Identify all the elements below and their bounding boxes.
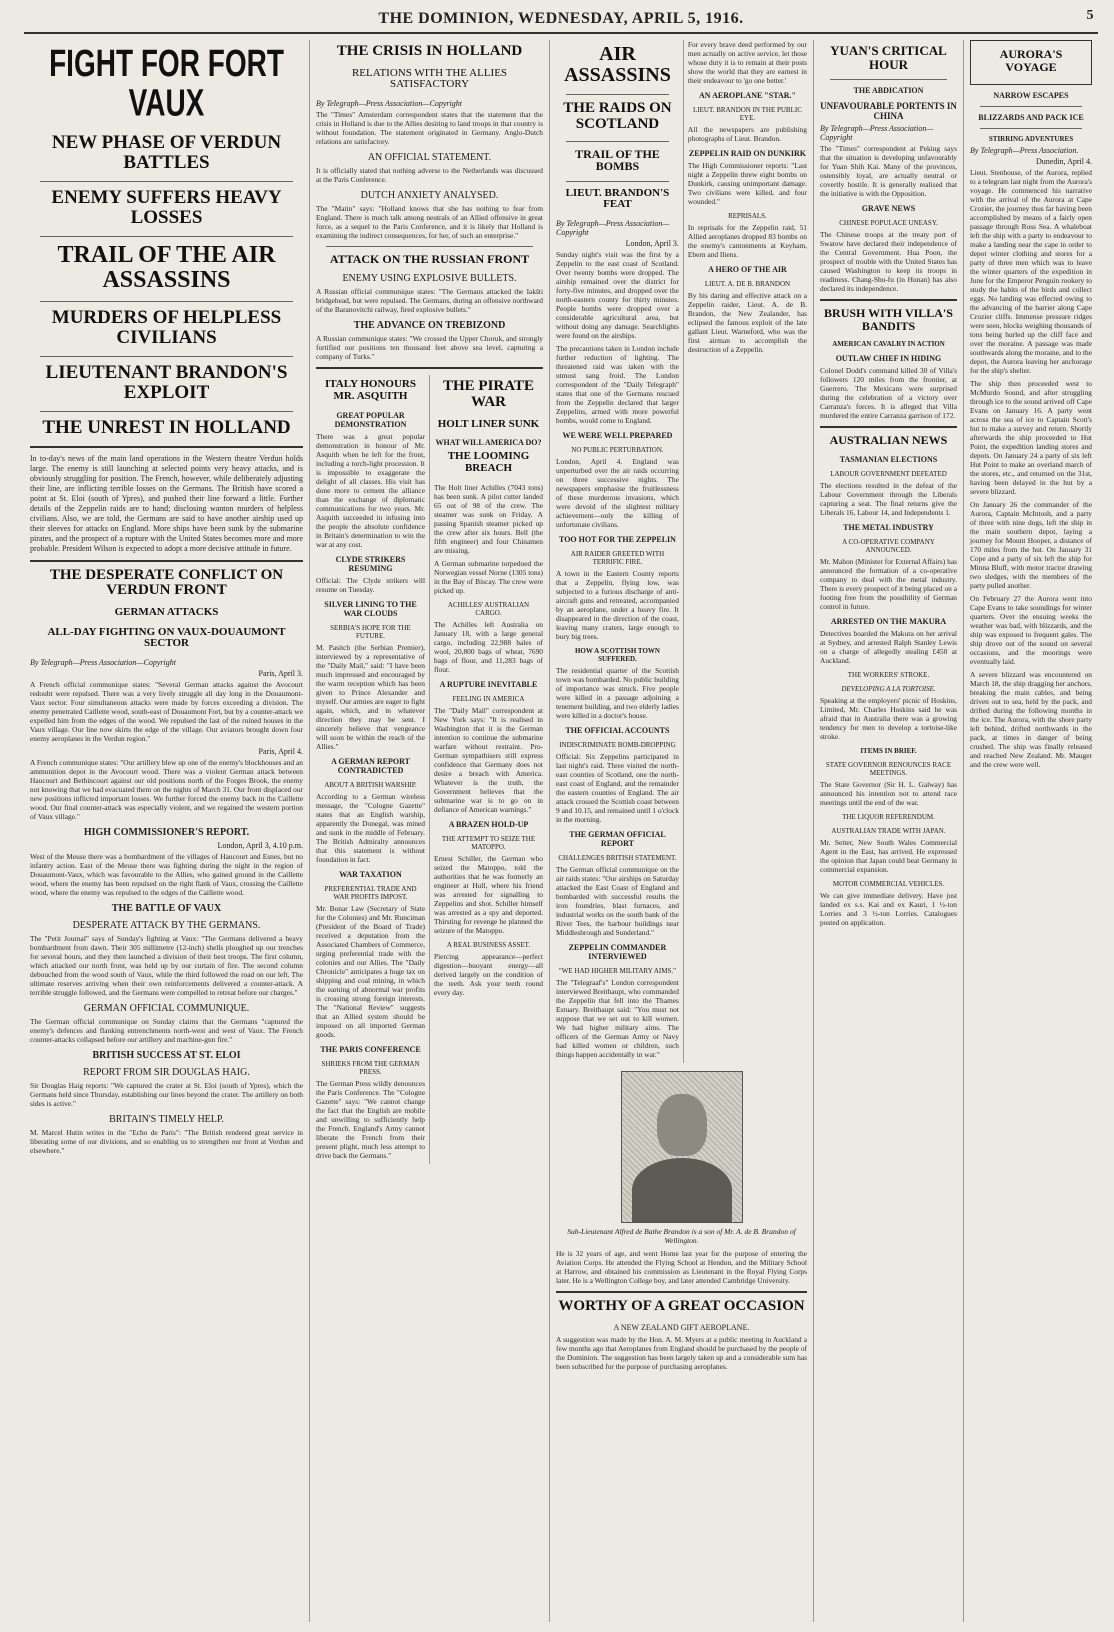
byline: By Telegraph—Press Association—Copyright: [820, 124, 934, 143]
subheading: DEVELOPING A LA TORTOISE.: [841, 685, 936, 694]
article-paragraph: A severe blizzard was encountered on March 18, the ship dragging her anchors, breaking the main cables, and being driven out to sea, held by the pack, and drifted during the following months in the ice. The Aurora, with the shore party left behind, drifted northwards in the pack, at times in danger of being crushed. The ship was finally released and reached New Zealand. Mr. Mauger and the crew were well.: [970, 670, 1092, 770]
subheading: AN OFFICIAL STATEMENT.: [367, 151, 492, 163]
column-verdun: [24, 40, 310, 1622]
headline-russian-front: ATTACK ON THE RUSSIAN FRONT: [329, 251, 530, 266]
dateline: Paris, April 3.: [258, 668, 303, 678]
article-paragraph: The High Commissioner reports: "Last night a Zeppelin threw eight bombs on Dunkirk, causing unimportant damage. Two civilians were killed, and four wounded.": [687, 161, 807, 206]
article-paragraph: Speaking at the employers' picnic of Hoskins, Limited, Mr. Charles Hoskins said he was afraid that in Australia there was a growing tendency for men to develop a tortoise-like stroke.: [820, 696, 957, 742]
subheading: THE WORKERS' STROKE.: [847, 671, 930, 680]
subheading: SILVER LINING TO THE WAR CLOUDS: [324, 599, 417, 618]
portrait-head: [657, 1094, 707, 1156]
article-paragraph: According to a German wireless message, the "Cologne Gazette" states that an English warship, apparently the Donegal, was mined and sunk in the middle of February. The British Admiralty announces that this statement is without foundation in fact.: [316, 791, 425, 864]
article-paragraph: The Holt liner Achilles (7043 tons) has been sunk. A pilot cutter landed 65 out of 98 of the crew. The steamer was sunk on Friday. A passing Spanish steamer picked up the crew after six hours. Bell (the fifth engineer) and four Chinamen are missing.: [434, 482, 543, 555]
pirate-war-column: [430, 375, 543, 1163]
article-paragraph: A French official communique states: "Several German attacks against the Avocourt redoubt were repulsed. There was a very lively struggle all day long in the Douaumont-Vaux sector. Four simultaneous attacks were made by forces exceeding a division. The enemy penetrated Caillette wood, south-east of Douaumont Fort, but by a counter-attack we expelled him from the edges of the wood. We repulsed the last of the ruined houses in the Vaux village. Our line now skirts the edge of the village. Our aviators brought down four enemy aeroplanes in the Verdun region.": [30, 679, 303, 743]
article-paragraph: The State Governor (Sir H. L. Galway) has announced his intention not to attend race meetings until the end of the war.: [820, 780, 957, 808]
article-paragraph: He is 32 years of age, and went Home last year for the purpose of entering the Aviation Corps. He attended the Flying School at Hendon, and the Military School at Harrow, and obtained his commission as Lieutenant in the Royal Flying Corps later. He is a Wellington College boy, and later attended Cambridge University.: [556, 1248, 807, 1285]
portrait-photo: [621, 1071, 743, 1223]
article-paragraph: Official: Six Zeppelins participated in last night's raid. Three visited the north-east counties of Scotland, one the north-east coast of England, and the remainder the eastern counties of England. The air attack crossed the Scottish coast between 9 and 10.15, and remained until 1 o'clock in the morning.: [556, 751, 679, 824]
article-paragraph: M. Marcel Hutin writes in the "Echo de Paris": "The British rendered great service in liberating some of our divisions, and so enabling us to strengthen our front at Verdun and elsewhere.": [30, 1127, 303, 1155]
subheading: CLYDE STRIKERS RESUMING: [335, 554, 406, 573]
subheading: FEELING IN AMERICA: [452, 694, 525, 703]
subheading: NARROW ESCAPES: [993, 91, 1069, 101]
headline-enemy-losses: ENEMY SUFFERS HEAVY LOSSES: [51, 186, 282, 228]
subheading: STATE GOVERNOR RENOUNCES RACE MEETINGS.: [825, 761, 952, 778]
column-holland: [310, 40, 550, 1622]
byline: By Telegraph—Press Association—Copyright: [316, 98, 462, 108]
photo-caption: Sub-Lieutenant Alfred de Bathe Brandon is a son of Mr. A. de B. Brandon of Wellington.: [567, 1226, 796, 1245]
subheading: WAR TAXATION: [339, 869, 402, 879]
subheading: AMERICAN CAVALRY IN ACTION: [832, 340, 945, 349]
byline: By Telegraph—Press Association.: [970, 146, 1079, 156]
dateline: London, April 3.: [625, 238, 679, 248]
subheading: AUSTRALIAN TRADE WITH JAPAN.: [831, 827, 946, 836]
subheading: LIEUT. BRANDON IN THE PUBLIC EYE.: [693, 106, 802, 122]
article-paragraph: Lieut. Stenhouse, of the Aurora, replied to a telegram last night from the Aurora's voyage. He commenced his narrative with the arrival of the Aurora at Cape Crozier, the journey thus far having been accomplished by means of a fairly open passage through Ross Sea. A whaleboat left the ship with a party to endeavour to make a landing near the cape in order to depot winter clothing and stores for a party of three men which was to leave the winter quarters of the expedition in June for the Emperor Penguin rookery to study the habits of the birds and collect eggs. No landing was effected owing to the advancing of the barrier along Cape Crozier cliffs. Immense pressure ridges were seen, blocks weighing thousands of tons being hurled up the cliff face and over the moraine. A passage was made southwards along the moraine, and to the depot, the Aurora leaving her anchorage for the ship's shelter.: [970, 168, 1092, 376]
masthead-title: THE DOMINION, WEDNESDAY, APRIL 5, 1916.: [378, 10, 744, 27]
headline-trail-bombs: TRAIL OF THE BOMBS: [575, 146, 660, 174]
article-paragraph: The "Times" correspondent at Peking says that the situation is developing unfavourably for Yuan Shih Kai. Many of the provinces, ostensibly loyal, are actually neutral or covertly hostile. It is generally realised that the initiative is with the Opposition.: [820, 144, 957, 199]
article-paragraph: A suggestion was made by the Hon. A. M. Myers at a public meeting in Auckland a few months ago that Aeroplanes from England should be purchased by the people of the Dominion. The suggestion has been largely taken up and a considerable sum has been subscribed for the purpose of purchasing aeroplanes.: [556, 1334, 807, 1371]
headline-looming-breach: THE LOOMING BREACH: [447, 450, 530, 475]
article-paragraph: A town in the Eastern County reports that a Zeppelin, flying low, was subjected to a furious discharge of anti-aircraft guns and retreated, accompanied by an aeroplane, under a heavy fire. It disappeared in the direction of the coast, leaving many craters, large enough to bury big trees.: [556, 568, 679, 641]
article-paragraph: The Achilles left Australia on January 18, with a large general cargo, including 22,988 bales of wool, 20,800 bags of wheat, 7690 bags of flour, and 11,283 bags of flour.: [434, 619, 543, 674]
subheading: CHINESE POPULACE UNEASY.: [839, 219, 938, 228]
subheading: TASMANIAN ELECTIONS: [839, 455, 938, 465]
subheading: THE ABDICATION: [853, 86, 924, 96]
article-paragraph: A Russian official communique states: "The Germans attacked the Iakšti bridgehead, but were repulsed. The Germans, during an offensive northward of the Baranovitchi railway, fired explosive bullets.": [316, 287, 543, 315]
article-paragraph: Detectives boarded the Makura on her arrival at Sydney, and arrested Ralph Stanley Lewis on a charge of allegedly stealing £450 at Auckland.: [820, 629, 957, 666]
article-paragraph: The Chinese troops at the treaty port of Swatow have declared their independence of the Central Government. Hua Poon, the prospect of trouble with the United States has caused Washington to keep its troops in readiness. Chang-Shu-fu (in Hunan) has also declared its independence.: [820, 230, 957, 294]
byline: By Telegraph—Press Association—Copyright: [30, 657, 176, 667]
article-paragraph: The "Petit Journal" says of Sunday's fighting at Vaux: "The Germans delivered a heavy bombardment from dawn. Their 305 millimetre (12-inch) shells ploughed up our trenches for several hours, and they then launched a division of their best troops. The first column, which attacked our north front, was held up by our curtain of fire. The second column debouched from the wood south of Vaux, while the third followed the road on our left. The ultimate reserves arriving when their own reinforcements delivered a counter-attack. A terrible struggle followed, and the Germans were compelled to retreat before our charges.": [30, 933, 303, 997]
aurora-headline-box: [970, 40, 1092, 85]
headline-german-attacks: GERMAN ATTACKS: [114, 606, 219, 619]
headline-crisis-holland: THE CRISIS IN HOLLAND: [336, 43, 523, 59]
italy-column: [316, 375, 430, 1163]
article-paragraph: By his daring and effective attack on a Zeppelin raider, Lieut. A. de B. Brandon, the New Zealander, has eclipsed the famous exploit of the late gallant Lieut. Warneford, who was the first airman to accomplish the destruction of a Zeppelin.: [687, 291, 807, 354]
headline-brandon-feat: LIEUT. BRANDON'S FEAT: [565, 186, 670, 211]
article-paragraph: The "Telegraaf's" London correspondent interviewed Breithaupt, who commanded the Zeppelin that fell into the Thames Estuary. Breithaupt said: "You must not suppose that we set out to kill women. We had higher military aims. The officers of the German Army or Navy had killed women or children, such things happen accidentally in war.": [556, 977, 679, 1059]
article-paragraph: The residential quarter of the Scottish town was bombarded. No public building of importance was struck. Five people were killed in a passage adjoining a tenement building, and two elderly ladies were killed in a doctor's house.: [556, 665, 679, 720]
article-paragraph: Mr. Setter, New South Wales Commercial Agent in the East, has arrived. He expressed the opinion that Japan could beat Germany in commercial expansion.: [820, 838, 957, 875]
subheading: STIRRING ADVENTURES: [988, 135, 1074, 144]
column-air-assassins: [550, 40, 814, 1622]
subheading: NO PUBLIC PERTURBATION.: [571, 445, 664, 454]
subheading: MOTOR COMMERCIAL VEHICLES.: [832, 880, 945, 889]
article-paragraph: Piercing appearance—perfect digestion—buoyant energy—all derived largely on the condition of the teeth. Ask your teeth round every day.: [434, 951, 543, 997]
headline-air-assassins: AIR ASSASSINS: [564, 43, 671, 86]
subheading: INDISCRIMINATE BOMB-DROPPING: [559, 740, 676, 749]
headline-worthy-occasion: WORTHY OF A GREAT OCCASION: [558, 1297, 805, 1314]
subheading: A GERMAN REPORT CONTRADICTED: [331, 756, 410, 775]
portrait-shoulders: [632, 1158, 732, 1222]
article-paragraph: A French communique states: "Our artillery blew up one of the enemy's blockhouses and an ammunition depot in the Avocourt wood. There was a violent German attack between Haucourt and Bethincourt against our old positions north of the Forges Brook, the enemy not knowing that we had evacuated them on the nights of March 31. Our front displaced our new positions inflicted important losses. We further forced the enemy back in the Caillette wood. Our final counter-attack was especially violent, and we regained the western portion of Vaux village.": [30, 757, 303, 821]
subheading: BRITISH SUCCESS AT ST. ELOI: [92, 1049, 241, 1061]
headline-all-day-fighting: ALL-DAY FIGHTING ON VAUX-DOUAUMONT SECTOR: [47, 625, 286, 650]
article-paragraph: M. Pasitch (the Serbian Premier), interviewed by a representative of the "Daily Mail," said: "I have been much impressed and encouraged by the warm reception which has been given to Prince Alexander and myself. Our armies are eager to fight again, which, and in whatever direction they may be sent. I sincerely believe that vengeance will soon be within the reach of the Allies.": [316, 642, 425, 751]
subheading: A BRAZEN HOLD-UP: [448, 819, 529, 829]
headline-unrest-holland: THE UNREST IN HOLLAND: [42, 416, 291, 438]
dateline: Paris, April 4.: [258, 746, 303, 756]
article-paragraph: There was a great popular demonstration in honour of Mr. Asquith when he left for the front, including a torch-light procession. It is impossible to exaggerate the delight of all classes. His visit has done more to cement the alliance than the exchange of diplomatic communications for two years. Mr. Asquith succeeded in infusing into the people the absolute confidence in Britain's determination to win the war at any cost.: [316, 431, 425, 549]
headline-brandon-exploit: LIEUTENANT BRANDON'S EXPLOIT: [45, 361, 288, 403]
subheading: THE OFFICIAL ACCOUNTS: [565, 725, 670, 735]
intro-paragraph: In to-day's news of the main land operations in the Western theatre Verdun holds large. The enemy is still launching at selected points very heavy attacks, and is obviously struggling for position. The French, however, while deliberately adjusting their line, are inflicting terrible losses on the Germans. The British have scored a point at St. Eloi (south of Ypres), and pushed their line forward a little. Further details of the Zeppelin raids are to hand; disclosing wanton murders of helpless civilians. Also, we are told, the Germans are said to have another airship used up their sleeves for attacks on England. More ships have been sunk by the submarine pirates, and the prospect of a rupture with the United States becomes more and more probable. President Wilson is expected to adopt a more decisive attitude in future.: [30, 453, 303, 553]
dateline: London, April 3, 4.10 p.m.: [217, 840, 303, 850]
subheading: THE PARIS CONFERENCE: [320, 1044, 421, 1054]
air-left-column: [556, 40, 684, 1063]
subheading: THE LIQUOR REFERENDUM.: [842, 813, 935, 822]
subheading: GREAT POPULAR DEMONSTRATION: [334, 410, 407, 429]
article-paragraph: On January 26 the commander of the Aurora, Captain McIntosh, and a party of three with nine dogs, left the ship in the main southern depot, laying a journey for Mount Hooper, a distance of 170 miles from the hut. On January 31 Cope and a party of six left the ship for Minna Bluff, with motor tractor drawing two sledges, with the members of the party pulled another.: [970, 500, 1092, 591]
byline: By Telegraph—Press Association—Copyright: [556, 218, 670, 237]
article-paragraph: All the newspapers are publishing photographs of Lieut. Brandon.: [687, 125, 807, 143]
article-paragraph: The precautions taken in London include further reduction of lighting. The threatened raid was taken with the utmost sang froid. The London correspondent of the "Daily Telegraph" states that one of the Germans rescued from the Zeppelin declared that larger Zeppelins, armed with more powerful bombs, would come to England.: [556, 343, 679, 425]
subheading: ABOUT A BRITISH WARSHIP.: [324, 780, 417, 789]
headline-murders-civilians: MURDERS OF HELPLESS CIVILIANS: [51, 306, 282, 348]
masthead: [24, 6, 1098, 34]
subheading: PREFERENTIAL TRADE AND WAR PROFITS IMPOST.: [324, 884, 417, 901]
subheading: SERBIA'S HOPE FOR THE FUTURE.: [330, 623, 411, 640]
article-paragraph: In reprisals for the Zeppelin raid, 51 Allied aeroplanes dropped 83 bombs on the enemy's cantonments at Keyham, Ebern and Iliens.: [687, 223, 807, 259]
subheading: CHALLENGES BRITISH STATEMENT.: [558, 853, 677, 862]
air-right-column: [684, 40, 807, 1063]
subheading: "WE HAD HIGHER MILITARY AIMS.": [558, 966, 676, 975]
subheading: A NEW ZEALAND GIFT AEROPLANE.: [613, 1322, 750, 1332]
split-columns: [316, 375, 543, 1163]
subheading: LIEUT. A. DE B. BRANDON: [704, 280, 791, 288]
headline-aurora-voyage: AURORA'S VOYAGE: [999, 47, 1063, 74]
column-china-australia: [814, 40, 964, 1622]
subheading: BRITAIN'S TIMELY HELP.: [109, 1113, 224, 1125]
subheading: REPRISALS.: [728, 212, 767, 220]
article-paragraph: It is officially stated that nothing adverse to the Netherlands was discussed at the Paris Conference.: [316, 165, 543, 184]
article-paragraph: Mr. Mahon (Minister for External Affairs) has announced the formation of a co-operative company to deal with the metal industry. There is every prospect of it being placed on a footing free from the possibility of German control in future.: [820, 557, 957, 612]
subheading: LABOUR GOVERNMENT DEFEATED: [830, 470, 947, 479]
article-paragraph: London, April 4. England was unperturbed over the air raids occurring on three successive nights. The newspapers emphasise the fruitlessness of these murderous invasions, which were devoid of the slightest military achievement—only the killing of unfortunate civilians.: [556, 456, 679, 529]
headline-relations-allies: RELATIONS WITH THE ALLIES SATISFACTORY: [351, 66, 508, 91]
subheading: ZEPPELIN RAID ON DUNKIRK: [688, 149, 807, 158]
subheading: ENEMY USING EXPLOSIVE BULLETS.: [342, 273, 517, 285]
article-paragraph: The "Matin" says: "Holland knows that she has nothing to fear from England. There is much talk among neutrals of an Allied offensive in great force, as a sequel to the Paris Conference, and it is likely that Holland is examining the indirect consequences, for her, of such an enterprise.": [316, 203, 543, 240]
article-paragraph: The "Daily Mail" correspondent at New York says: "It is realised in Washington that it is the German intention to continue the submarine warfare without restraint. Pro-German sympathisers still express confidence that Germany does not desire a breach with America. Whatever is the truth, the Government believes that the submarine war is to go on in defiance of American warnings.": [434, 705, 543, 814]
article-paragraph: Official: The Clyde strikers will resume on Tuesday.: [316, 575, 425, 594]
article-paragraph: A German submarine torpedoed the Norwegian vessel Norne (1305 tons) in the Bay of Biscay. The crew were picked up.: [434, 558, 543, 595]
article-paragraph: The "Times" Amsterdam correspondent states that the statement that the crisis in Holland is due to the Allies desiring to land troops in that country is without foundation. The statement originated in Germany. Anglo-Dutch relations are satisfactory.: [316, 109, 543, 146]
subheading: UNFAVOURABLE PORTENTS IN CHINA: [820, 101, 957, 122]
headline-holt-liner: HOLT LINER SUNK: [437, 417, 540, 430]
subheading: WHAT WILL AMERICA DO?: [435, 438, 542, 448]
subheading: HOW A SCOTTISH TOWN SUFFERED.: [574, 646, 660, 663]
subheading: A RUPTURE INEVITABLE: [439, 679, 538, 689]
headline-yuan-critical-hour: YUAN'S CRITICAL HOUR: [830, 43, 947, 72]
headline-villa-bandits: BRUSH WITH VILLA'S BANDITS: [824, 306, 953, 333]
article-paragraph: The German official communique on the air raids states: "Our airships on Saturday attacked the East Coast of England and bombarded with successful results the iron foundries, blast furnaces, and industrial works on the south bank of the River Tees, the harbour buildings near Middlesbrough and Sunderland.": [556, 864, 679, 937]
subheading: DESPERATE ATTACK BY THE GERMANS.: [72, 919, 261, 931]
article-paragraph: Mr. Bonar Law (Secretary of State for the Colonies) and Mr. Runciman (President of the Board of Trade) received a deputation from the Associated Chambers of Commerce, urging preferential trade with the colonies and our Allies. The "Daily Chronicle" anticipates a huge tax on shipping and coal mining, in which the earning of abnormal war profits is crossing strong foreign interests. The "National Review" suggests that an Allied system should be imposed on all imported German goods.: [316, 903, 425, 1039]
subheading: THE ADVANCE ON TREBIZOND: [353, 320, 506, 332]
subheading: A REAL BUSINESS ASSET.: [446, 940, 531, 949]
article-paragraph: The ship then proceeded west to McMurdo Sound, and after struggling through ice to the sound arrived off Cape Evans on January 16. A party went across the sea of ice to Captain Scott's hut to make a survey and return. Shortly afterwards the ship proceeded to Hut Point, the expedition landing stores and depots. On January 24 a party of six left Hut Point to make an overland march of the stores, etc., and returned on the 31st, having been delayed in the hut by a severe blizzard.: [970, 379, 1092, 497]
article-paragraph: A Russian communique states: "We crossed the Upper Choruk, and strongly fortified our positions ten thousand feet above sea level, capturing a company of Turks.": [316, 334, 543, 362]
page-number: 5: [1086, 8, 1094, 23]
subheading: TOO HOT FOR THE ZEPPELIN: [559, 534, 676, 544]
headline-fight-for-fort-vaux: FIGHT FOR FORT VAUX: [49, 42, 284, 124]
subheading: WE WERE WELL PREPARED: [562, 430, 673, 440]
headline-australian-news: AUSTRALIAN NEWS: [829, 433, 948, 448]
headline-raids-scotland: THE RAIDS ON SCOTLAND: [563, 100, 672, 132]
subheading: AIR RAIDER GREETED WITH TERRIFIC FIRE.: [570, 549, 665, 566]
column-aurora: [964, 40, 1098, 1622]
article-paragraph: West of the Meuse there was a bombardment of the villages of Haucourt and Esnes, but no infantry action. East of the Meuse there was fighting during the night in the region of Douaumont-Vaux, which was favourable to the Allies, who gained ground in the Caillette wood, where the enemy has been repulsed on the right flank of Vaux, crossing the Caillette wood, where the enemy was repulsed to the edges of the Caillette wood.: [30, 851, 303, 897]
subheading: ZEPPELIN COMMANDER INTERVIEWED: [568, 942, 667, 961]
subheading: GERMAN OFFICIAL COMMUNIQUE.: [83, 1002, 250, 1014]
headline-new-phase: NEW PHASE OF VERDUN BATTLES: [51, 131, 282, 173]
subheading: ACHILLES' AUSTRALIAN CARGO.: [447, 600, 530, 617]
subheading: THE METAL INDUSTRY: [843, 523, 934, 533]
article-paragraph: Sunday night's visit was the first by a Zeppelin to the east coast of Scotland. Over twenty bombs were dropped. The airship remained over the district for forty-five minutes, and dropped over the north-eastern county for thirty minutes. People bombs were dropped over a considerable agricultural area, but without doing any damage. Searchlights were found on the airships.: [556, 249, 679, 340]
subheading: REPORT FROM SIR DOUGLAS HAIG.: [83, 1066, 250, 1078]
subheading: OUTLAW CHIEF IN HIDING: [835, 354, 942, 364]
article-paragraph: Sir Douglas Haig reports: "We captured the crater at St. Eloi (south of Ypres), which the Germans held since Thursday, establishing our lines beyond the crater. The artillery on both sides is active.": [30, 1080, 303, 1108]
subheading: BLIZZARDS AND PACK ICE: [978, 113, 1084, 123]
headline-pirate-war: THE PIRATE WAR: [443, 378, 534, 411]
subheading: DUTCH ANXIETY ANALYSED.: [360, 189, 499, 201]
advertisement-text: We can give immediate delivery. Have just landed ex s.s. Kai and ex Kauri, 1 ½-ton Lorries and 3 ½-ton Lorries. Catalogues posted on application.: [820, 891, 957, 928]
subheading: THE ATTEMPT TO SEIZE THE MATOPPO.: [441, 834, 536, 851]
headline-desperate-conflict: THE DESPERATE CONFLICT ON VERDUN FRONT: [49, 566, 284, 599]
article-paragraph: On February 27 the Aurora went into Cape Evans to take soundings for winter quarters. Over the ensuing weeks the weather was bad, with blizzards, and the ship was exposed to frequent gales. The ship drove out of the sound on several occasions, and the moorings were eventually laid.: [970, 594, 1092, 667]
subheading: GRAVE NEWS: [861, 204, 916, 214]
subheading: ARRESTED ON THE MAKURA: [830, 617, 947, 627]
subheading: HIGH COMMISSIONER'S REPORT.: [83, 826, 250, 838]
headline-trail-air-assassins: TRAIL OF THE AIR ASSASSINS: [57, 241, 276, 293]
dateline: Dunedin, April 4.: [1036, 157, 1092, 167]
article-paragraph: For every brave deed performed by our men actually on active service, let those whose duty it is to remain at their posts show the world that they are earnest in their endeavour to 'go one better.': [687, 40, 807, 85]
subheading: THE GERMAN OFFICIAL REPORT: [569, 829, 666, 848]
headline-italy-asquith: ITALY HONOURS MR. ASQUITH: [325, 378, 416, 402]
article-paragraph: Ernest Schiller, the German who seized the Matoppo, told the authorities that he was formerly an engineer at Hull, where his friend was arrested for signalling to Zeppelins and shot. Schiller himself was arrested as a spy and deported. Thirsting for revenge he planned the seizure of the Matoppo.: [434, 853, 543, 935]
subheading: SHRIEKS FROM THE GERMAN PRESS.: [321, 1059, 420, 1076]
subheading: A CO-OPERATIVE COMPANY ANNOUNCED.: [842, 538, 935, 555]
subheading: AN AEROPLANE "STAR.": [698, 91, 796, 100]
split-columns: [556, 40, 807, 1063]
subheading: A HERO OF THE AIR: [708, 265, 787, 274]
article-paragraph: The German Press wildly denounces the Paris Conference. The "Cologne Gazette" says: "We cannot change the fact that the English are mobile and unwilling to sufficiently help the French. England's Army cannot liberate the French from their present plight, much less attempt to drive back the Germans.": [316, 1078, 425, 1160]
article-paragraph: The elections resulted in the defeat of the Labour Government through the Liberals capturing a seat. The final returns give the Liberals 16, Labour 14, and Independents 1.: [820, 481, 957, 518]
subheading: THE BATTLE OF VAUX: [111, 902, 222, 914]
subheading: ITEMS IN BRIEF.: [860, 747, 917, 756]
article-paragraph: The German official communique on Sunday claims that the Germans "captured the enemy's defences and flanking entrenchments north-west and west of Vaux. The French counter-attacks collapsed before our artillery and machine-gun fire.": [30, 1016, 303, 1044]
article-paragraph: Colonel Dodd's command killed 30 of Villa's followers 120 miles from the frontier, at Guerrero. The Mexicans were surprised during the celebration of a victory over Carranza's forces. It is alleged that Villa murdered the entire Carranza garrison of 172.: [820, 366, 957, 421]
